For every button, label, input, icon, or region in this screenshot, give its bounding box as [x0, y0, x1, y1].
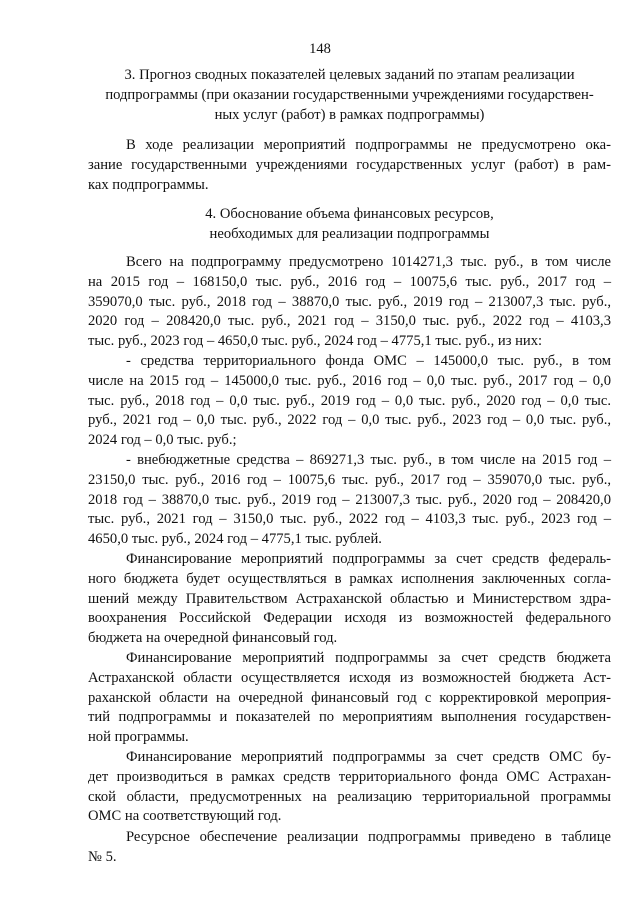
heading-line: необходимых для реализации подпрограммы [209, 225, 490, 242]
text-line: В ходе реализации мероприятий подпрограммы не предусмотрено ока- [126, 137, 611, 153]
text-line: ной программы. [88, 729, 189, 746]
text-line: бюджета на очередной финансовый год. [88, 630, 338, 647]
text-line: ской области, предусмотренных на реализацию территориальной программы [88, 788, 611, 805]
heading-line: ных услуг (работ) в рамках подпрограммы) [214, 106, 485, 123]
text-line: ках подпрограммы. [88, 176, 209, 193]
text-line: числе на 2015 год – 145000,0 тыс. руб., 2016 год – 0,0 тыс. руб., 2017 год – 0,0 [88, 372, 611, 389]
extrabudget-paragraph [88, 451, 611, 550]
text-line: ОМС на соответствующий год. [88, 808, 282, 825]
text-line: руб., 2021 год – 0,0 тыс. руб., 2022 год – 0,0 тыс. руб., 2023 год – 0,0 тыс. руб., [88, 412, 611, 429]
section-4-heading [88, 205, 611, 245]
text-line: 4650,0 тыс. руб., 2024 год – 4775,1 тыс. рублей. [88, 531, 382, 548]
text-line: № 5. [88, 848, 117, 865]
text-line: 2020 год – 208420,0 тыс. руб., 2021 год – 3150,0 тыс. руб., 2022 год – 4103,3 [88, 313, 611, 330]
text-line: на 2015 год – 168150,0 тыс. руб., 2016 год – 10075,6 тыс. руб., 2017 год – [88, 273, 611, 290]
text-line: Финансирование мероприятий подпрограммы за счет средств бюджета [126, 650, 611, 666]
text-line: тыс. руб., 2021 год – 3150,0 тыс. руб., 2022 год – 4103,3 тыс. руб., 2023 год – [88, 511, 611, 528]
oms-financing-paragraph [88, 748, 611, 827]
text-line: воохранения Российской Федерации исходя из возможностей федерального [88, 610, 611, 627]
text-line: 2024 год – 0,0 тыс. руб.; [88, 432, 237, 449]
page-number: 148 [309, 41, 331, 57]
resource-provision-paragraph [88, 828, 611, 868]
text-line: тыс. руб., 2023 год – 4650,0 тыс. руб., 2024 год – 4775,1 тыс. руб., из них: [88, 333, 543, 350]
text-line: Ресурсное обеспечение реализации подпрограммы приведено в таблице [126, 829, 611, 845]
text-line: Финансирование мероприятий подпрограммы за счет средств ОМС бу- [126, 749, 611, 765]
text-line: дет производиться в рамках средств территориального фонда ОМС Астрахан- [88, 768, 611, 785]
text-line: раханской области на очередной финансовый год с корректировкой мероприя- [88, 689, 611, 706]
text-line: 23150,0 тыс. руб., 2016 год – 10075,6 тыс. руб., 2017 год – 359070,0 тыс. руб., [88, 471, 611, 488]
regional-budget-paragraph [88, 649, 611, 748]
text-line: зание государственными учреждениями государственных услуг (работ) в рам- [88, 156, 611, 173]
text-line: тыс. руб., 2018 год – 0,0 тыс. руб., 2019 год – 0,0 тыс. руб., 2020 год – 0,0 тыс. [88, 392, 611, 409]
heading-line: 3. Прогноз сводных показателей целевых заданий по этапам реализации [124, 67, 575, 83]
text-line: 2018 год – 38870,0 тыс. руб., 2019 год – 213007,3 тыс. руб., 2020 год – 208420,0 [88, 491, 611, 508]
text-line: тий подпрограммы и показателей по мероприятиям выполнения государствен- [88, 709, 611, 726]
text-line: - внебюджетные средства – 869271,3 тыс. руб., в том числе на 2015 год – [126, 452, 611, 468]
text-line: шений между Правительством Астраханской областью и Министерством здра- [88, 590, 611, 607]
heading-line: подпрограммы (при оказании государственными учреждениями государствен- [105, 86, 594, 103]
text-line: - средства территориального фонда ОМС – 145000,0 тыс. руб., в том [126, 353, 611, 369]
text-line: 359070,0 тыс. руб., 2018 год – 38870,0 тыс. руб., 2019 год – 213007,3 тыс. руб., [88, 293, 611, 310]
text-line: Всего на подпрограмму предусмотрено 1014271,3 тыс. руб., в том числе [126, 254, 611, 270]
federal-budget-paragraph [88, 550, 611, 649]
text-line: Финансирование мероприятий подпрограммы за счет средств федераль- [126, 551, 611, 567]
heading-line: 4. Обоснование объема финансовых ресурсов, [205, 206, 494, 222]
total-funding-paragraph [88, 253, 611, 352]
text-line: Астраханской области осуществляется исходя из возможностей бюджета Аст- [88, 669, 611, 686]
section-3-paragraph [88, 136, 611, 195]
section-3-heading [88, 66, 611, 125]
oms-fund-paragraph [88, 352, 611, 451]
text-line: ного бюджета будет осуществляться в рамках исполнения заключенных согла- [88, 570, 611, 587]
